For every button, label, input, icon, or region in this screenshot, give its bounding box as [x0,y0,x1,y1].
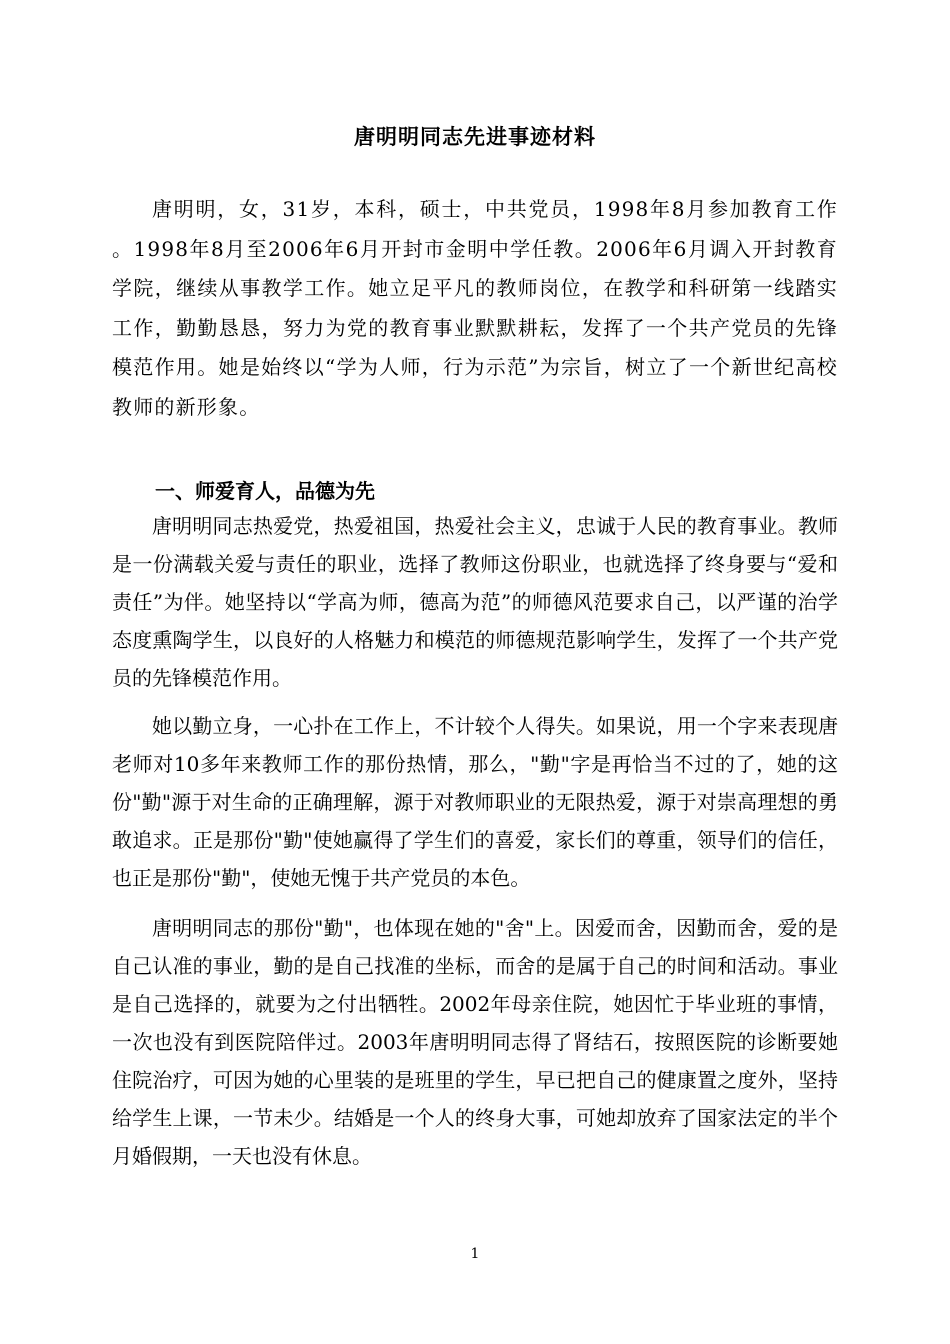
document-title: 唐明明同志先进事迹材料 [354,125,596,149]
body-paragraph: 唐明明同志的那份"勤"，也体现在她的"舍"上。因爱而舍，因勤而舍，爱的是自己认准的事业，勤的是自己找准的坐标，而舍的是属于自己的时间和活动。事业是自己选择的，就要为之付出牺牲。2002年母亲住院，她因忙于毕业班的事情，一次也没有到医院陪伴过。2003年唐明明同志得了肾结石，按照医院的诊断要她住院治疗，可因为她的心里装的是班里的学生，早已把自己的健康置之度外，坚持给学生上课，一节未少。结婚是一个人的终身大事，可她却放弃了国家法定的半个月婚假期，一天也没有休息。 [112,916,838,1168]
intro-paragraph: 唐明明，女，31岁，本科，硕士，中共党员，1998年8月参加教育工作 。1998年8月至2006年6月开封市金明中学任教。2006年6月调入开封教育学院，继续从事教学工作。她立足平凡的教师岗位，在教学和科研第一线踏实工作，勤勤恳恳，努力为党的教育事业默默耕耘，发挥了一个共产党员的先锋模范作用。她是始终以“学为人师，行为示范”为宗旨，树立了一个新世纪高校教师的新形象。 [112,197,838,419]
body-paragraph: 唐明明同志热爱党，热爱祖国，热爱社会主义，忠诚于人民的教育事业。教师是一份满载关爱与责任的职业，选择了教师这份职业，也就选择了终身要与“爱和责任”为伴。她坚持以“学高为师，德高为范”的师德风范要求自己，以严谨的治学态度熏陶学生，以良好的人格魅力和模范的师德规范影响学生，发挥了一个共产党员的先锋模范作用。 [112,514,838,690]
page-number: 1 [470,1246,480,1262]
section-heading: 一、师爱育人，品德为先 [155,479,375,503]
body-paragraph: 她以勤立身，一心扑在工作上，不计较个人得失。如果说，用一个字来表现唐老师对10多年来教师工作的那份热情，那么，"勤"字是再恰当不过的了，她的这份"勤"源于对生命的正确理解，源于对教师职业的无限热爱，源于对崇高理想的勇敢追求。正是那份"勤"使她赢得了学生们的喜爱，家长们的尊重，领导们的信任，也正是那份"勤"，使她无愧于共产党员的本色。 [112,714,838,890]
